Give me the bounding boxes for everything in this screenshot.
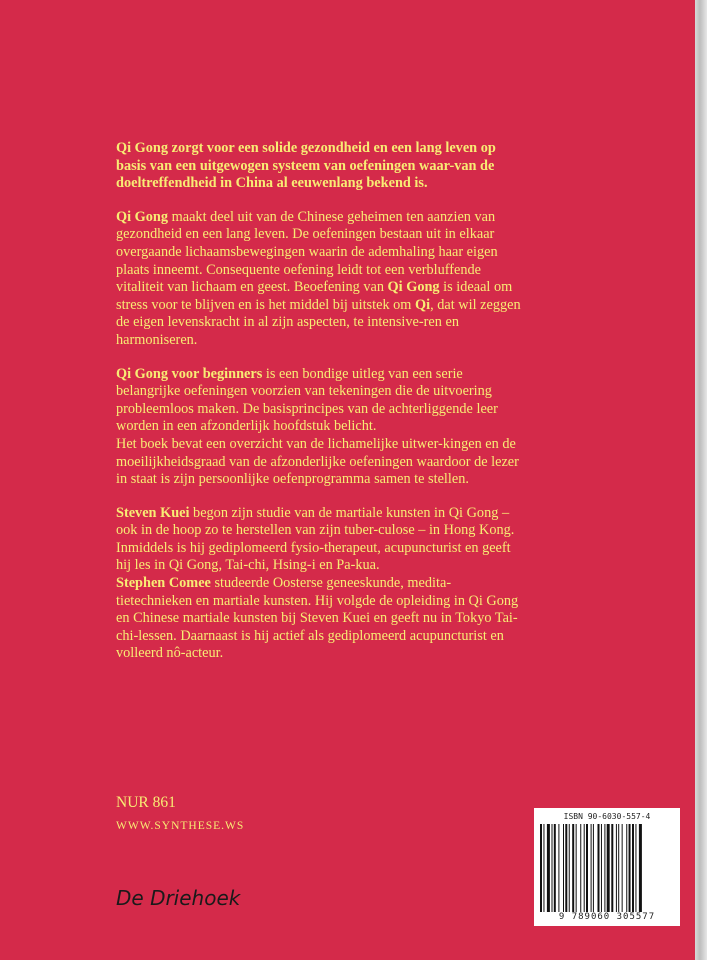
- description-text-1: maakt deel uit van de Chinese geheimen ten aanzien van gezondheid en een lang leven. De oefeningen bestaan uit in elkaar overgaande lichaamsbewegingen waarin de ademhaling haar eigen plaats inneemt. Consequente oefening leidt tot een verbluffende vitaliteit van lichaam en geest. Beoefening van: [116, 208, 498, 296]
- barcode-bar: [611, 824, 613, 912]
- publisher-logo: De Driehoek: [116, 886, 241, 910]
- barcode-bar: [547, 824, 550, 912]
- barcode-bar: [554, 824, 556, 912]
- barcode-bar: [598, 824, 600, 912]
- term-qi-gong: Qi Gong: [116, 208, 169, 225]
- description-text-3: , dat wil zeggen de eigen levenskracht in al zijn aspecten, te intensive-ren en harmoniseren.: [116, 296, 521, 348]
- description-text-2: is ideaal om stress voor te blijven en is het middel bij uitstek om: [116, 279, 513, 313]
- barcode-bar: [584, 824, 585, 912]
- blurb-text: [116, 140, 526, 679]
- author-name-kuei: Steven Kuei: [116, 504, 190, 521]
- barcode-bar: [565, 824, 567, 912]
- barcode-bars: [540, 824, 674, 912]
- barcode-bar: [635, 824, 636, 912]
- barcode-bar: [626, 824, 627, 912]
- barcode-bar: [632, 824, 634, 912]
- isbn-label: ISBN 90-6030-557-4: [563, 812, 651, 821]
- ean-number: 9 789060 305577: [558, 912, 656, 922]
- author-bio-comee: [116, 575, 526, 663]
- barcode-bar: [622, 824, 623, 912]
- contents-paragraph: Het boek bevat een overzicht van de lichamelijke uitwer-kingen en de moeilijkheidsgraad van de afzonderlijke oefeningen waardoor de lezer in staat is zijn persoonlijke oefenprogramma samen te stellen.: [116, 435, 519, 488]
- barcode-bar: [576, 824, 577, 912]
- barcode-bar: [558, 824, 559, 912]
- description-paragraph: [116, 209, 526, 350]
- barcode-bar: [629, 824, 631, 912]
- barcode-bar: [616, 824, 617, 912]
- book-paragraph: [116, 366, 526, 436]
- barcode-bar: [580, 824, 581, 912]
- barcode: [534, 808, 680, 926]
- nur-code: NUR 861: [116, 794, 176, 811]
- author-text-kuei: begon zijn studie van de martiale kunsten in Qi Gong – ook in de hoop zo te herstellen van zijn tuber-culose – in Hong Kong. Inmiddels is hij gediplomeerd fysio-therapeut, acupuncturist en geeft hij les in Qi Gong, Tai-chi, Hsing-i en Pa-kua.: [116, 504, 515, 574]
- barcode-bar: [543, 824, 544, 912]
- term-qi: Qi: [415, 296, 431, 313]
- barcode-bar: [607, 824, 610, 912]
- barcode-bar: [552, 824, 553, 912]
- author-name-comee: Stephen Comee: [116, 575, 211, 592]
- author-bio-kuei: [116, 505, 526, 575]
- barcode-bar: [591, 824, 592, 912]
- barcode-bar: [601, 824, 602, 912]
- barcode-bar: [604, 824, 605, 912]
- website-link[interactable]: WWW.SYNTHESE.WS: [116, 820, 245, 832]
- book-text: is een bondige uitleg van een serie belangrijke oefeningen voorzien van tekeningen die de uitvoering probleemloos maken. De basisprincipes van de achterliggende leer worden in een afzonderlijk hoofdstuk belicht.: [116, 365, 498, 435]
- book-page-edge: [695, 0, 707, 960]
- barcode-bar: [586, 824, 588, 912]
- barcode-bar: [569, 824, 570, 912]
- barcode-bar: [618, 824, 619, 912]
- barcode-bar: [563, 824, 564, 912]
- barcode-bar: [593, 824, 594, 912]
- barcode-bar: [572, 824, 574, 912]
- barcode-bar: [639, 824, 642, 912]
- barcode-bar: [540, 824, 542, 912]
- author-text-comee: studeerde Oosterse geneeskunde, medita-tietechnieken en martiale kunsten. Hij volgde de opleiding in Qi Gong en Chinese martiale kunsten bij Steven Kuei en geeft nu in Tokyo Tai-chi-lessen. Daarnaast is hij actief als gediplomeerd acupuncturist en volleerd nô-acteur.: [116, 575, 519, 662]
- intro-paragraph: Qi Gong zorgt voor een solide gezondheid en een lang leven op basis van een uitgewogen systeem van oefeningen waar-van de doeltreffendheid in China al eeuwenlang bekend is.: [116, 140, 496, 192]
- book-title: Qi Gong voor beginners: [116, 365, 263, 382]
- term-qi-gong-2: Qi Gong: [387, 279, 440, 296]
